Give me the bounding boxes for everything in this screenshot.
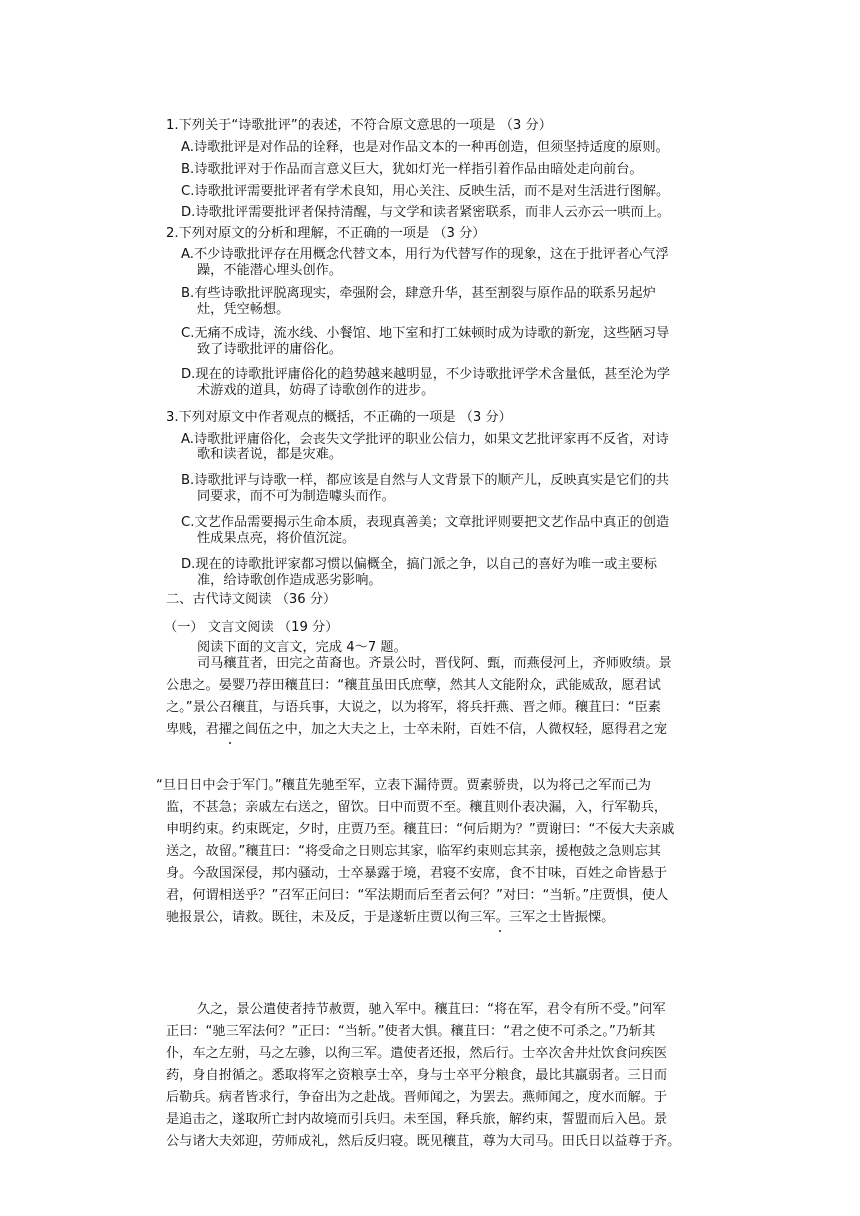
passage-p2-line6: 君，何谓相送乎？”召军正问曰：“军法期而后至者云何？”对曰：“当斩。”庄贾惧，使人 bbox=[166, 888, 669, 903]
q1-option-d: D.诗歌批评需要批评者保持清醒，与文学和读者紧密联系，而非人云亦云一哄而上。 bbox=[181, 205, 671, 220]
q3-option-c-line2: 性成果点亮，将价值沉淀。 bbox=[197, 531, 356, 546]
q2-option-c-line2: 致了诗歌批评的庸俗化。 bbox=[197, 342, 343, 357]
passage-p2-line3: 申明约束。约束既定，夕时，庄贾乃至。穰苴曰：“何后期为？”贾谢曰：“不佞大夫亲戚 bbox=[166, 822, 675, 837]
reading-instruction: 阅读下面的文言文，完成 4～7 题。 bbox=[197, 640, 407, 655]
q3-option-d-line2: 准，给诗歌创作造成恶劣影响。 bbox=[197, 573, 382, 588]
passage-p2-line1: “旦日日中会于军门。”穰苴先驰至军，立表下漏待贾。贾素骄贵，以为将己之军而己为 bbox=[156, 778, 651, 793]
q2-option-d-line2: 术游戏的道具，妨碍了诗歌创作的进步。 bbox=[197, 383, 435, 398]
passage-p3-line2: 正曰：“驰三军法何？”正曰：“当斩。”使者大惧。穰苴曰：“君之使不可杀之。”乃斩其 bbox=[166, 1024, 656, 1039]
q2-option-a-line2: 躁，不能潜心埋头创作。 bbox=[197, 263, 343, 278]
q3-option-d-line1: D.现在的诗歌批评家都习惯以偏概全，搞门派之争，以自己的喜好为唯一或主要标 bbox=[181, 557, 657, 572]
q2-option-b-line1: B.有些诗歌批评脱离现实，牵强附会，肆意升华，甚至割裂与原作品的联系另起炉 bbox=[181, 286, 656, 301]
question-1-stem: 1.下列关于“诗歌批评”的表述，不符合原文意思的一项是 （3 分） bbox=[166, 118, 552, 133]
q3-option-b-line2: 同要求，而不可为制造噱头而作。 bbox=[197, 489, 395, 504]
q3-option-c-line1: C.文艺作品需要揭示生命本质，表现真善美；文章批评则要把文艺作品中真正的创造 bbox=[181, 515, 670, 530]
passage-p1-line2: 公患之。晏婴乃荐田穰苴曰：“穰苴虽田氏庶孽，然其人文能附众，武能威敌，愿君试 bbox=[166, 678, 661, 693]
question-2-stem: 2.下列对原文的分析和理解，不正确的一项是 （3 分） bbox=[166, 226, 486, 241]
subsection-heading-classical-chinese: （一） 文言文阅读 （19 分） bbox=[164, 620, 339, 635]
passage-p2-line4: 送之，故留。”穰苴曰：“将受命之日则忘其家，临军约束则忘其亲，援枹鼓之急则忘其 bbox=[166, 844, 661, 859]
passage-p1-line1: 司马穰苴者，田完之苗裔也。齐景公时，晋伐阿、甄，而燕侵河上，齐师败绩。景 bbox=[197, 656, 672, 671]
emphasis-dot bbox=[229, 742, 231, 744]
q2-option-c-line1: C.无痛不成诗，流水线、小餐馆、地下室和打工妹顿时成为诗歌的新宠，这些陋习导 bbox=[181, 326, 670, 341]
q2-option-a-line1: A.不少诗歌批评存在用概念代替文本，用行为代替写作的现象，这在于批评者心气浮 bbox=[181, 247, 669, 262]
q1-option-c: C.诗歌批评需要批评者有学术良知，用心关注、反映生活，而不是对生活进行图解。 bbox=[181, 184, 670, 199]
passage-p2-line5: 身。今敌国深侵，邦内骚动，士卒暴露于境，君寝不安席，食不甘味，百姓之命皆悬于 bbox=[166, 866, 668, 881]
passage-p1-line3: 之。”景公召穰苴，与语兵事，大说之，以为将军，将兵扞燕、晋之师。穰苴曰：“臣素 bbox=[166, 700, 661, 715]
passage-p3-line5: 后勒兵。病者皆求行，争奋出为之赴战。晋师闻之，为罢去。燕师闻之，度水而解。于 bbox=[166, 1090, 668, 1105]
passage-p2-line7: 驰报景公，请救。既往，未及反，于是遂斩庄贾以徇三军。三军之士皆振慄。 bbox=[166, 910, 615, 925]
q1-option-a: A.诗歌批评是对作品的诠释，也是对作品文本的一种再创造，但须坚持适度的原则。 bbox=[181, 140, 669, 155]
q1-option-b: B.诗歌批评对于作品而言意义巨大，犹如灯光一样指引着作品由暗处走向前台。 bbox=[181, 162, 643, 177]
passage-p3-line3: 仆，车之左驸，马之左骖，以徇三军。遣使者还报，然后行。士卒次舍井灶饮食问疾医 bbox=[166, 1046, 668, 1061]
q2-option-b-line2: 灶，凭空畅想。 bbox=[197, 302, 290, 317]
emphasis-dot bbox=[499, 930, 501, 932]
passage-p3-line7: 公与诸大夫郊迎，劳师成礼，然后反归寝。既见穰苴，尊为大司马。田氏日以益尊于齐。 bbox=[166, 1134, 681, 1149]
q3-option-a-line2: 歌和读者说，都是灾难。 bbox=[197, 447, 343, 462]
q3-option-a-line1: A.诗歌批评庸俗化，会丧失文学批评的职业公信力，如果文艺批评家再不反省，对诗 bbox=[181, 432, 669, 447]
q2-option-d-line1: D.现在的诗歌批评庸俗化的趋势越来越明显，不少诗歌批评学术含量低，甚至沦为学 bbox=[181, 367, 671, 382]
passage-p3-line1: 久之，景公遣使者持节赦贾，驰入军中。穰苴曰：“将在军，君令有所不受。”问军 bbox=[197, 1002, 666, 1017]
passage-p3-line6: 是追击之，遂取所亡封内故境而引兵归。未至国，释兵旅，解约束，誓盟而后入邑。景 bbox=[166, 1112, 668, 1127]
question-3-stem: 3.下列对原文中作者观点的概括，不正确的一项是 （3 分） bbox=[166, 410, 512, 425]
passage-p2-line2: 监，不甚急；亲戚左右送之，留饮。日中而贾不至。穰苴则仆表决漏，入，行军勒兵， bbox=[166, 800, 668, 815]
q3-option-b-line1: B.诗歌批评与诗歌一样，都应该是自然与人文背景下的顺产儿，反映真实是它们的共 bbox=[181, 473, 669, 488]
section-heading-ancient-reading: 二、古代诗文阅读 （36 分） bbox=[166, 592, 337, 607]
passage-p3-line4: 药，身自拊循之。悉取将军之资粮享士卒，身与士卒平分粮食，最比其羸弱者。三日而 bbox=[166, 1068, 668, 1083]
passage-p1-line4: 卑贱，君擢之闾伍之中，加之大夫之上，士卒未附，百姓不信，人微权轻，愿得君之宠 bbox=[166, 722, 668, 737]
